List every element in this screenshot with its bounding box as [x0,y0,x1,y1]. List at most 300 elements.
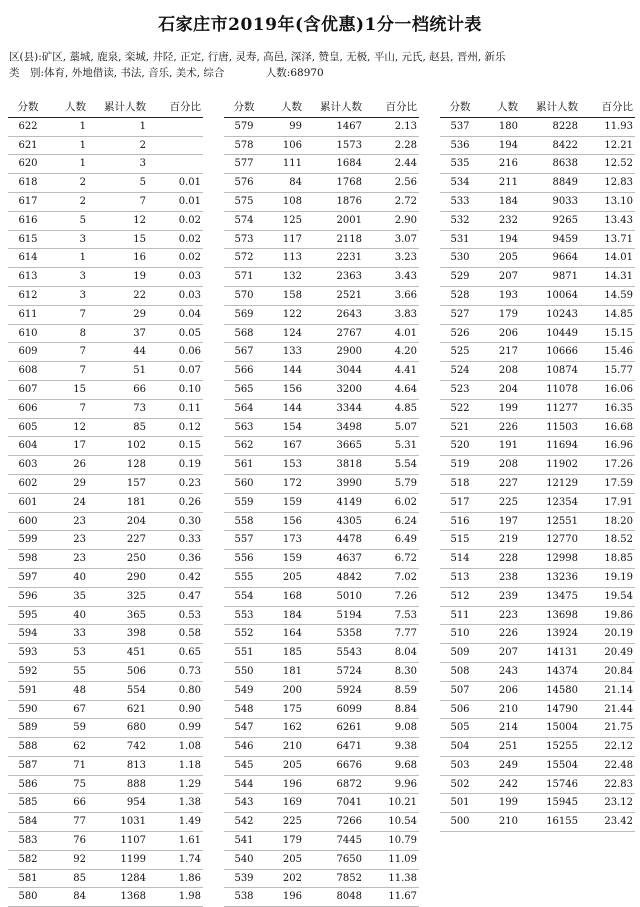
cell-score: 598 [8,550,46,569]
table-row [440,305,635,324]
cell-cumulative: 4149 [302,493,362,512]
cell-score: 588 [8,738,46,757]
cell-percent: 3.07 [362,230,419,249]
table-row [8,681,203,700]
cell-score: 527 [440,305,478,324]
cell-count: 191 [478,437,518,456]
cell-count: 193 [478,286,518,305]
table-row [8,286,203,305]
cell-count: 113 [262,249,302,268]
cell-count: 132 [262,268,302,287]
cell-cumulative: 2231 [302,249,362,268]
cell-cumulative: 250 [86,550,146,569]
cell-percent: 19.86 [578,606,635,625]
table-row [440,644,635,663]
cell-cumulative: 7266 [302,813,362,832]
table-row [440,606,635,625]
cell-cumulative: 19 [86,268,146,287]
table-row [8,117,203,136]
header-count: 人数 [46,99,86,117]
table-row [440,681,635,700]
cell-percent: 0.90 [146,700,203,719]
cell-cumulative: 15255 [518,738,578,757]
cell-cumulative: 4637 [302,550,362,569]
cell-count: 184 [478,192,518,211]
cell-percent: 6.02 [362,493,419,512]
cell-score: 613 [8,268,46,287]
cell-score: 567 [224,343,262,362]
table-row [440,493,635,512]
cell-percent: 17.91 [578,493,635,512]
cell-score: 525 [440,343,478,362]
cell-count: 179 [262,832,302,851]
cell-cumulative: 2521 [302,286,362,305]
cell-score: 504 [440,738,478,757]
cell-score: 611 [8,305,46,324]
cell-score: 521 [440,418,478,437]
cell-cumulative: 8638 [518,155,578,174]
cell-cumulative: 6872 [302,775,362,794]
cell-count: 242 [478,775,518,794]
cell-cumulative: 12551 [518,512,578,531]
cell-score: 501 [440,794,478,813]
cell-cumulative: 1 [86,117,146,136]
cell-score: 615 [8,230,46,249]
cell-percent: 0.04 [146,305,203,324]
table-row [440,192,635,211]
cell-percent: 7.26 [362,587,419,606]
cell-count: 251 [478,738,518,757]
cell-score: 543 [224,794,262,813]
cell-score: 607 [8,380,46,399]
cell-score: 514 [440,550,478,569]
cell-percent: 3.83 [362,305,419,324]
cell-percent: 4.20 [362,343,419,362]
cell-percent: 15.46 [578,343,635,362]
cell-cumulative: 9664 [518,249,578,268]
cell-percent: 22.12 [578,738,635,757]
cell-percent: 5.31 [362,437,419,456]
cell-count: 208 [478,362,518,381]
table-row [224,850,419,869]
cell-cumulative: 3818 [302,456,362,475]
cell-percent: 4.85 [362,399,419,418]
cell-count: 154 [262,418,302,437]
cell-count: 199 [478,794,518,813]
cell-percent: 4.64 [362,380,419,399]
cell-cumulative: 9265 [518,211,578,230]
cell-score: 554 [224,587,262,606]
cell-count: 228 [478,550,518,569]
table-row [224,211,419,230]
cell-percent: 23.12 [578,794,635,813]
table-row [8,174,203,193]
cell-count: 173 [262,531,302,550]
score-table-1 [8,99,203,907]
cell-cumulative: 290 [86,568,146,587]
table-row [440,418,635,437]
cell-score: 518 [440,474,478,493]
cell-cumulative: 10449 [518,324,578,343]
cell-count: 53 [46,644,86,663]
cell-percent: 8.04 [362,644,419,663]
table-row [8,418,203,437]
cell-count: 85 [46,869,86,888]
table-row [224,625,419,644]
cell-percent: 21.14 [578,681,635,700]
cell-score: 599 [8,531,46,550]
cell-cumulative: 2118 [302,230,362,249]
cell-cumulative: 15746 [518,775,578,794]
cell-score: 584 [8,813,46,832]
cell-percent: 20.84 [578,662,635,681]
cell-count: 158 [262,286,302,305]
table-header-row [8,99,203,117]
cell-count: 202 [262,869,302,888]
cell-count: 205 [262,850,302,869]
table-row [224,343,419,362]
cell-percent: 16.96 [578,437,635,456]
cell-count: 232 [478,211,518,230]
cell-cumulative: 1768 [302,174,362,193]
table-row [440,380,635,399]
cell-cumulative: 2363 [302,268,362,287]
cell-score: 610 [8,324,46,343]
cell-percent: 0.02 [146,211,203,230]
cell-percent: 3.66 [362,286,419,305]
cell-percent: 20.49 [578,644,635,663]
cell-count: 184 [262,606,302,625]
cell-count: 194 [478,230,518,249]
cell-score: 580 [8,888,46,907]
cell-percent: 15.15 [578,324,635,343]
cell-cumulative: 12 [86,211,146,230]
cell-score: 507 [440,681,478,700]
cell-percent: 5.54 [362,456,419,475]
cell-count: 196 [262,888,302,907]
cell-percent: 0.80 [146,681,203,700]
table-row [8,456,203,475]
cell-score: 505 [440,719,478,738]
cell-score: 557 [224,531,262,550]
table-row [440,738,635,757]
cell-cumulative: 6676 [302,756,362,775]
cell-cumulative: 13475 [518,587,578,606]
cell-percent: 0.36 [146,550,203,569]
cell-count: 99 [262,117,302,136]
cell-percent: 19.54 [578,587,635,606]
cell-cumulative: 1684 [302,155,362,174]
cell-percent: 0.58 [146,625,203,644]
cell-count: 210 [478,700,518,719]
cell-count: 8 [46,324,86,343]
cell-score: 612 [8,286,46,305]
cell-percent: 3.43 [362,268,419,287]
cell-score: 605 [8,418,46,437]
cell-percent: 0.03 [146,268,203,287]
cell-score: 524 [440,362,478,381]
table-row [224,644,419,663]
cell-percent: 21.75 [578,719,635,738]
cell-score: 594 [8,625,46,644]
cell-percent: 0.01 [146,174,203,193]
cell-count: 169 [262,794,302,813]
cell-count: 144 [262,399,302,418]
table-row [440,512,635,531]
table-row [440,117,635,136]
cell-score: 571 [224,268,262,287]
cell-score: 533 [440,192,478,211]
cell-cumulative: 13698 [518,606,578,625]
cell-percent: 8.30 [362,662,419,681]
cell-percent: 16.35 [578,399,635,418]
table-row [440,662,635,681]
cell-count: 226 [478,625,518,644]
cell-percent: 1.38 [146,794,203,813]
cell-score: 551 [224,644,262,663]
cell-cumulative: 22 [86,286,146,305]
cell-count: 1 [46,249,86,268]
cell-cumulative: 29 [86,305,146,324]
table-row [440,136,635,155]
table-row [8,531,203,550]
cell-cumulative: 14580 [518,681,578,700]
table-row [224,681,419,700]
cell-count: 92 [46,850,86,869]
table-row [224,738,419,757]
cell-percent: 14.01 [578,249,635,268]
table-row [8,756,203,775]
cell-score: 503 [440,756,478,775]
table-row [8,324,203,343]
cell-cumulative: 8228 [518,117,578,136]
cell-cumulative: 11277 [518,399,578,418]
cell-percent: 0.65 [146,644,203,663]
cell-cumulative: 8849 [518,174,578,193]
cell-cumulative: 365 [86,606,146,625]
cell-count: 29 [46,474,86,493]
table-row [8,719,203,738]
table-row [224,437,419,456]
cell-cumulative: 621 [86,700,146,719]
cell-cumulative: 12354 [518,493,578,512]
cell-count: 66 [46,794,86,813]
cell-count: 206 [478,324,518,343]
cell-cumulative: 325 [86,587,146,606]
cell-percent: 9.08 [362,719,419,738]
cell-cumulative: 16 [86,249,146,268]
table-row [224,568,419,587]
cell-percent: 1.74 [146,850,203,869]
cell-count: 84 [46,888,86,907]
cell-count: 144 [262,362,302,381]
cell-cumulative: 6471 [302,738,362,757]
cell-score: 541 [224,832,262,851]
table-row [440,343,635,362]
table-row [8,362,203,381]
table-row [440,211,635,230]
cell-score: 539 [224,869,262,888]
cell-percent: 19.19 [578,568,635,587]
cell-cumulative: 16155 [518,813,578,832]
cell-count: 26 [46,456,86,475]
cell-cumulative: 102 [86,437,146,456]
cell-cumulative: 1031 [86,813,146,832]
cell-score: 595 [8,606,46,625]
cell-count: 106 [262,136,302,155]
table-row [440,775,635,794]
cell-cumulative: 451 [86,644,146,663]
cell-percent: 11.93 [578,117,635,136]
cell-score: 549 [224,681,262,700]
cell-count: 12 [46,418,86,437]
cell-count: 168 [262,587,302,606]
cell-count: 48 [46,681,86,700]
cell-score: 508 [440,662,478,681]
cell-score: 537 [440,117,478,136]
cell-percent: 11.09 [362,850,419,869]
table-row [440,155,635,174]
cell-count: 225 [478,493,518,512]
table-row [224,230,419,249]
cell-score: 582 [8,850,46,869]
cell-cumulative: 11694 [518,437,578,456]
table-row [440,399,635,418]
table-row [224,550,419,569]
cell-count: 206 [478,681,518,700]
table-row [8,343,203,362]
table-row [8,662,203,681]
cell-percent: 13.71 [578,230,635,249]
header-count: 人数 [262,99,302,117]
cell-percent: 18.52 [578,531,635,550]
cell-percent: 0.47 [146,587,203,606]
score-table-2 [224,99,419,907]
cell-cumulative: 8422 [518,136,578,155]
table-row [224,155,419,174]
cell-count: 205 [478,249,518,268]
cell-score: 500 [440,813,478,832]
table-row [224,587,419,606]
header-cumulative: 累计人数 [302,99,362,117]
cell-percent: 11.38 [362,869,419,888]
cell-percent: 0.23 [146,474,203,493]
cell-count: 15 [46,380,86,399]
cell-score: 531 [440,230,478,249]
cell-count: 196 [262,775,302,794]
cell-count: 7 [46,362,86,381]
cell-count: 179 [478,305,518,324]
cell-percent: 14.85 [578,305,635,324]
cell-cumulative: 15004 [518,719,578,738]
cell-count: 1 [46,155,86,174]
table-header-row [224,99,419,117]
cell-count: 75 [46,775,86,794]
cell-percent: 23.42 [578,813,635,832]
cell-score: 502 [440,775,478,794]
cell-score: 517 [440,493,478,512]
district-value: 矿区, 藁城, 鹿泉, 栾城, 井陉, 正定, 行唐, 灵寿, 高邑, 深泽, 赞皇, 无极, 平山, 元氏, 赵县, 晋州, 新乐 [41,51,506,63]
cell-count: 207 [478,644,518,663]
table-row [8,568,203,587]
cell-count: 223 [478,606,518,625]
cell-percent: 0.06 [146,343,203,362]
cell-score: 578 [224,136,262,155]
cell-score: 579 [224,117,262,136]
cell-score: 589 [8,719,46,738]
cell-count: 125 [262,211,302,230]
cell-count: 55 [46,662,86,681]
cell-count: 23 [46,512,86,531]
cell-percent: 2.56 [362,174,419,193]
cell-count: 185 [262,644,302,663]
cell-count: 181 [262,662,302,681]
table-row [224,268,419,287]
cell-percent: 4.01 [362,324,419,343]
table-row [440,719,635,738]
cell-count: 3 [46,230,86,249]
cell-score: 622 [8,117,46,136]
cell-cumulative: 9033 [518,192,578,211]
cell-percent: 7.53 [362,606,419,625]
cell-count: 24 [46,493,86,512]
table-row [8,550,203,569]
cell-percent: 12.21 [578,136,635,155]
cell-percent: 0.33 [146,531,203,550]
cell-score: 540 [224,850,262,869]
table-row [440,174,635,193]
cell-score: 602 [8,474,46,493]
table-row [8,625,203,644]
cell-cumulative: 13236 [518,568,578,587]
cell-percent: 6.49 [362,531,419,550]
cell-score: 620 [8,155,46,174]
header-cumulative: 累计人数 [518,99,578,117]
cell-percent: 8.84 [362,700,419,719]
cell-cumulative: 7650 [302,850,362,869]
cell-score: 559 [224,493,262,512]
cell-percent: 22.48 [578,756,635,775]
cell-cumulative: 2643 [302,305,362,324]
cell-score: 519 [440,456,478,475]
cell-count: 211 [478,174,518,193]
cell-cumulative: 9459 [518,230,578,249]
cell-cumulative: 12770 [518,531,578,550]
cell-score: 618 [8,174,46,193]
table-row [440,437,635,456]
cell-count: 108 [262,192,302,211]
table-row [224,324,419,343]
table-row [8,493,203,512]
cell-cumulative: 5010 [302,587,362,606]
cell-percent: 0.53 [146,606,203,625]
table-row [440,362,635,381]
cell-cumulative: 4305 [302,512,362,531]
cell-count: 1 [46,136,86,155]
table-row [224,380,419,399]
cell-cumulative: 3 [86,155,146,174]
cell-percent: 2.72 [362,192,419,211]
cell-score: 535 [440,155,478,174]
table-row [8,888,203,907]
table-row [224,192,419,211]
table-row [224,399,419,418]
cell-cumulative: 5924 [302,681,362,700]
cell-score: 562 [224,437,262,456]
cell-cumulative: 12129 [518,474,578,493]
cell-cumulative: 44 [86,343,146,362]
cell-percent: 13.10 [578,192,635,211]
